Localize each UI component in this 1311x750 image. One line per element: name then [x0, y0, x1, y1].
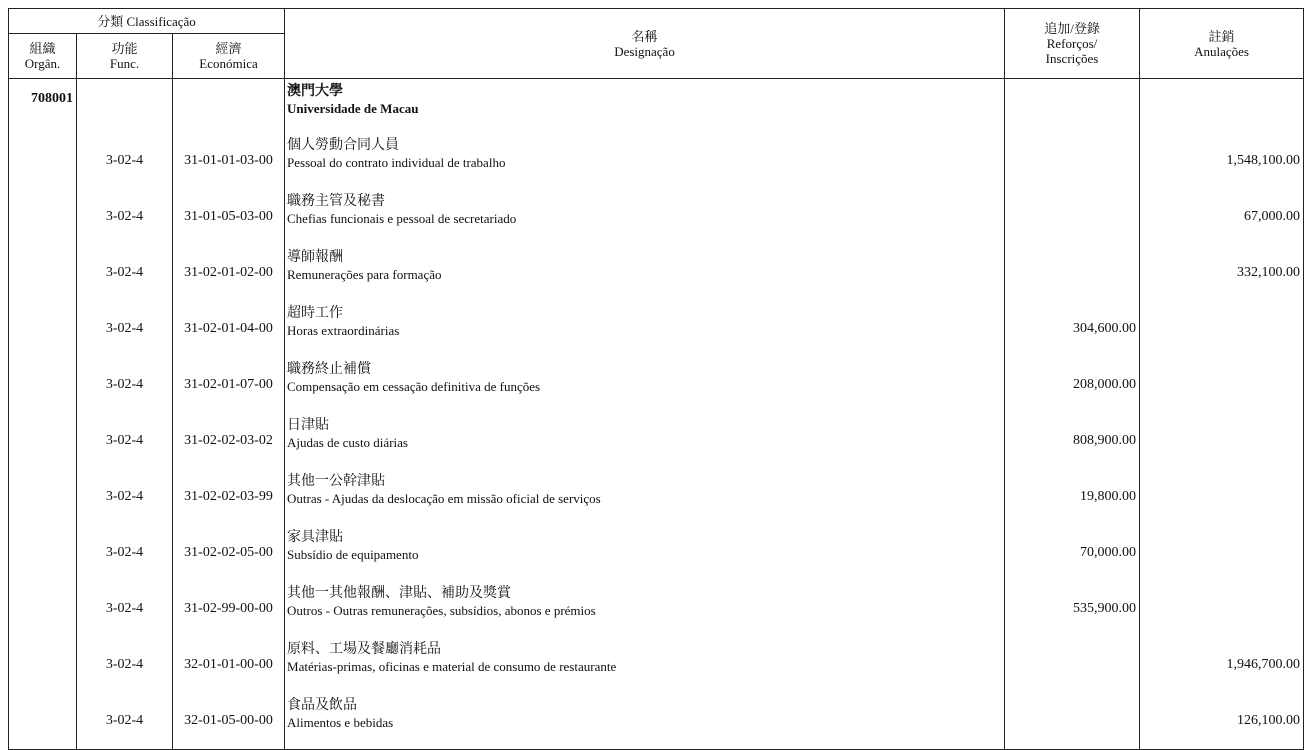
function-code: 3-02-4 [77, 413, 173, 469]
designation-pt: Ajudas de custo diárias [287, 435, 408, 450]
reforcos-value: 535,900.00 [1005, 581, 1140, 637]
designation [285, 581, 1005, 637]
designation [285, 301, 1005, 357]
anulacoes-value [1140, 469, 1304, 525]
table-row [9, 189, 1304, 245]
function-code: 3-02-4 [77, 469, 173, 525]
designation-pt: Alimentos e bebidas [287, 715, 394, 730]
anulacoes-value: 332,100.00 [1140, 245, 1304, 301]
designation-pt: Horas extraordinárias [287, 323, 400, 338]
organ-name-zh: 澳門大學 [287, 84, 344, 99]
reforcos-value: 208,000.00 [1005, 357, 1140, 413]
economic-code: 31-02-01-07-00 [173, 357, 285, 413]
designation-pt: Compensação em cessação definitiva de funções [287, 379, 541, 394]
table-row [9, 581, 1304, 637]
economic-code: 31-02-01-04-00 [173, 301, 285, 357]
reforcos-header-pt1: Reforços/ [1046, 36, 1098, 51]
anulacoes-value [1140, 525, 1304, 581]
designation-zh: 其他一公幹津貼 [287, 474, 386, 489]
economic-code: 32-01-01-00-00 [173, 637, 285, 693]
anulacoes-value: 126,100.00 [1140, 693, 1304, 750]
economic-code: 31-02-02-03-02 [173, 413, 285, 469]
reforcos-value [1005, 693, 1140, 750]
function-code: 3-02-4 [77, 581, 173, 637]
organ-code: 708001 [9, 79, 77, 134]
table-row [9, 357, 1304, 413]
organ-designation [285, 79, 1005, 134]
designation [285, 245, 1005, 301]
designation-pt: Pessoal do contrato individual de trabalho [287, 155, 506, 170]
economic-code: 31-01-05-03-00 [173, 189, 285, 245]
economic-header-zh: 經濟 [215, 41, 242, 56]
organ-header-zh: 組織 [29, 41, 56, 56]
economic-code: 31-02-02-03-99 [173, 469, 285, 525]
table-row [9, 469, 1304, 525]
function-code: 3-02-4 [77, 133, 173, 189]
designation-zh: 原料、工場及餐廳消耗品 [287, 642, 442, 657]
economic-code: 32-01-05-00-00 [173, 693, 285, 750]
designation-pt: Subsídio de equipamento [287, 547, 419, 562]
anulacoes-header-zh: 註銷 [1208, 28, 1235, 44]
designation-header-zh: 名稱 [631, 28, 658, 44]
function-header-pt: Func. [109, 56, 140, 71]
anulacoes-value [1140, 357, 1304, 413]
designation [285, 357, 1005, 413]
economic-code: 31-02-01-02-00 [173, 245, 285, 301]
designation-zh: 職務主管及秘書 [287, 194, 386, 209]
table-row [9, 693, 1304, 750]
designation [285, 133, 1005, 189]
reforcos-value [1005, 245, 1140, 301]
reforcos-value [1005, 189, 1140, 245]
designation-pt: Outros - Outras remunerações, subsídios, abonos e prémios [287, 603, 596, 618]
table-row [9, 413, 1304, 469]
designation-zh: 個人勞動合同人員 [287, 138, 400, 153]
function-code: 3-02-4 [77, 189, 173, 245]
reforcos-value: 304,600.00 [1005, 301, 1140, 357]
reforcos-value [1005, 133, 1140, 189]
designation-zh: 超時工作 [287, 306, 344, 321]
reforcos-value: 19,800.00 [1005, 469, 1140, 525]
anulacoes-value [1140, 301, 1304, 357]
designation [285, 637, 1005, 693]
reforcos-header-pt2: Inscrições [1045, 51, 1099, 66]
designation-zh: 其他一其他報酬、津貼、補助及獎賞 [287, 586, 512, 601]
anulacoes-header [1140, 9, 1304, 79]
designation-header [285, 9, 1005, 79]
economic-header-pt: Económica [199, 56, 258, 71]
designation [285, 469, 1005, 525]
anulacoes-value: 1,548,100.00 [1140, 133, 1304, 189]
table-row [9, 245, 1304, 301]
anulacoes-value [1140, 581, 1304, 637]
designation-zh: 食品及飲品 [287, 698, 358, 713]
table-header [9, 9, 1304, 79]
table-body [9, 79, 1304, 750]
organ-name-pt: Universidade de Macau [287, 101, 419, 116]
designation-zh: 家具津貼 [287, 530, 344, 545]
function-code: 3-02-4 [77, 637, 173, 693]
function-code: 3-02-4 [77, 357, 173, 413]
reforcos-header-zh: 追加/登錄 [1044, 21, 1100, 36]
table-row [9, 637, 1304, 693]
function-code: 3-02-4 [77, 245, 173, 301]
economic-code: 31-01-01-03-00 [173, 133, 285, 189]
designation-header-pt: Designação [614, 43, 675, 59]
designation-pt: Chefias funcionais e pessoal de secretariado [287, 211, 517, 226]
designation [285, 525, 1005, 581]
economic-code: 31-02-02-05-00 [173, 525, 285, 581]
function-header-zh: 功能 [111, 41, 138, 56]
function-code: 3-02-4 [77, 301, 173, 357]
designation [285, 693, 1005, 750]
reforcos-value: 808,900.00 [1005, 413, 1140, 469]
organ-header-pt: Orgân. [24, 56, 61, 71]
designation-zh: 日津貼 [287, 418, 330, 433]
function-code: 3-02-4 [77, 525, 173, 581]
economic-code: 31-02-99-00-00 [173, 581, 285, 637]
designation-pt: Outras - Ajudas da deslocação em missão oficial de serviços [287, 491, 601, 506]
designation-zh: 職務終止補償 [287, 362, 372, 377]
economic-header [173, 34, 285, 79]
classification-header: 分類 Classificação [9, 9, 285, 34]
anulacoes-header-pt: Anulações [1194, 43, 1249, 59]
designation-zh: 導師報酬 [287, 250, 344, 265]
organ-header [9, 34, 77, 79]
table-row [9, 133, 1304, 189]
organ-row [9, 79, 1304, 134]
designation [285, 413, 1005, 469]
designation-pt: Matérias-primas, oficinas e material de consumo de restaurante [287, 659, 617, 674]
reforcos-header [1005, 9, 1140, 79]
anulacoes-value [1140, 413, 1304, 469]
reforcos-value: 70,000.00 [1005, 525, 1140, 581]
anulacoes-value: 67,000.00 [1140, 189, 1304, 245]
table-row [9, 301, 1304, 357]
anulacoes-value: 1,946,700.00 [1140, 637, 1304, 693]
budget-table [8, 8, 1304, 750]
table-row [9, 525, 1304, 581]
function-header [77, 34, 173, 79]
designation [285, 189, 1005, 245]
function-code: 3-02-4 [77, 693, 173, 750]
designation-pt: Remunerações para formação [287, 267, 442, 282]
reforcos-value [1005, 637, 1140, 693]
